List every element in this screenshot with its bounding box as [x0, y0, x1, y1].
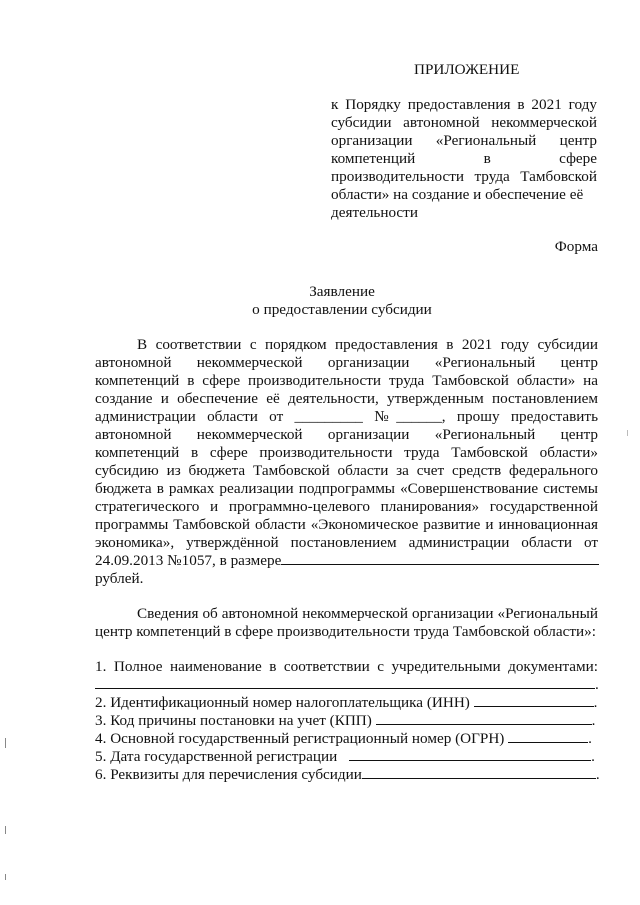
paragraph-line: бюджета в рамках реализации подпрограммы «Совершенствование системы — [95, 480, 598, 497]
paragraph-line: автономной некоммерческой организации «Региональный центр — [95, 354, 598, 371]
appendix-line: субсидии автономной некоммерческой — [331, 114, 597, 131]
item-registration-date: 5. Дата государственной регистрации . — [95, 748, 595, 765]
appendix-line: области» на создание и обеспечение её — [331, 186, 584, 203]
registration-date-field[interactable] — [349, 748, 591, 761]
paragraph-line — [95, 552, 599, 570]
bank-details-label: 6. Реквизиты для перечисления субсидии — [95, 766, 362, 783]
appendix-line: производительности труда Тамбовской — [331, 168, 597, 185]
appendix-line: к Порядку предоставления в 2021 году — [331, 96, 597, 113]
paragraph-line: стратегического и программно-целевого планирования» государственной — [95, 498, 598, 515]
paragraph-line: субсидию из бюджета Тамбовской области за счет средств федерального — [95, 462, 598, 479]
kpp-label: 3. Код причины постановки на учет (КПП) — [95, 712, 372, 729]
appendix-line: организации «Региональный центр — [331, 132, 597, 149]
amount-label: 24.09.2013 №1057, в размере — [95, 552, 282, 569]
scan-mark — [5, 826, 6, 834]
bank-details-field[interactable] — [362, 766, 596, 779]
scan-mark — [5, 874, 6, 880]
paragraph-line: программы Тамбовской области «Экономическое развитие и инновационная — [95, 516, 598, 533]
full-name-field[interactable] — [95, 676, 595, 689]
kpp-field[interactable] — [376, 712, 592, 725]
inn-field[interactable] — [474, 694, 594, 707]
ogrn-field[interactable] — [508, 730, 588, 743]
doc-title: Заявление — [309, 283, 375, 300]
paragraph-line: Сведения об автономной некоммерческой организации «Региональный — [137, 605, 598, 622]
amount-field[interactable] — [281, 552, 599, 565]
item-bank-details: 6. Реквизиты для перечисления субсидии . — [95, 766, 600, 783]
form-label: Форма — [554, 238, 598, 255]
paragraph-line: автономной некоммерческой организации «Региональный центр — [95, 426, 598, 443]
appendix-title: ПРИЛОЖЕНИЕ — [414, 61, 520, 78]
paragraph-line: В соответствии с порядком предоставления в 2021 году субсидии — [137, 336, 598, 353]
paragraph-line: экономика», утверждённой постановлением администрации области от — [95, 534, 598, 551]
paragraph-line: компетенций в сфере производительности труда Тамбовской области» на — [95, 372, 598, 389]
appendix-line: деятельности — [331, 204, 418, 221]
paragraph-line: создание и обеспечение её деятельности, утвержденным постановлением — [95, 390, 598, 407]
item-kpp: 3. Код причины постановки на учет (КПП) . — [95, 712, 596, 729]
registration-date-label: 5. Дата государственной регистрации — [95, 748, 338, 765]
doc-subtitle: о предоставлении субсидии — [252, 301, 432, 318]
item-full-name: 1. Полное наименование в соответствии с учредительными документами: — [95, 658, 598, 675]
inn-label: 2. Идентификационный номер налогоплательщика (ИНН) — [95, 694, 470, 711]
paragraph-line: центр компетенций в сфере производительности труда Тамбовской области»: — [95, 623, 596, 640]
scan-mark — [5, 738, 6, 748]
paragraph-line: администрации области от _________ №______, прошу предоставить — [95, 408, 598, 425]
paragraph-line: рублей. — [95, 570, 144, 587]
appendix-line: компетенций в сфере — [331, 150, 597, 167]
item-inn: 2. Идентификационный номер налогоплательщика (ИНН) . — [95, 694, 598, 711]
scan-mark — [627, 430, 628, 436]
ogrn-label: 4. Основной государственный регистрационный номер (ОГРН) — [95, 730, 505, 747]
paragraph-line: компетенций в сфере производительности труда Тамбовской области» — [95, 444, 598, 461]
item-ogrn: 4. Основной государственный регистрационный номер (ОГРН) . — [95, 730, 592, 747]
item-full-name-field-row: . — [95, 676, 599, 694]
